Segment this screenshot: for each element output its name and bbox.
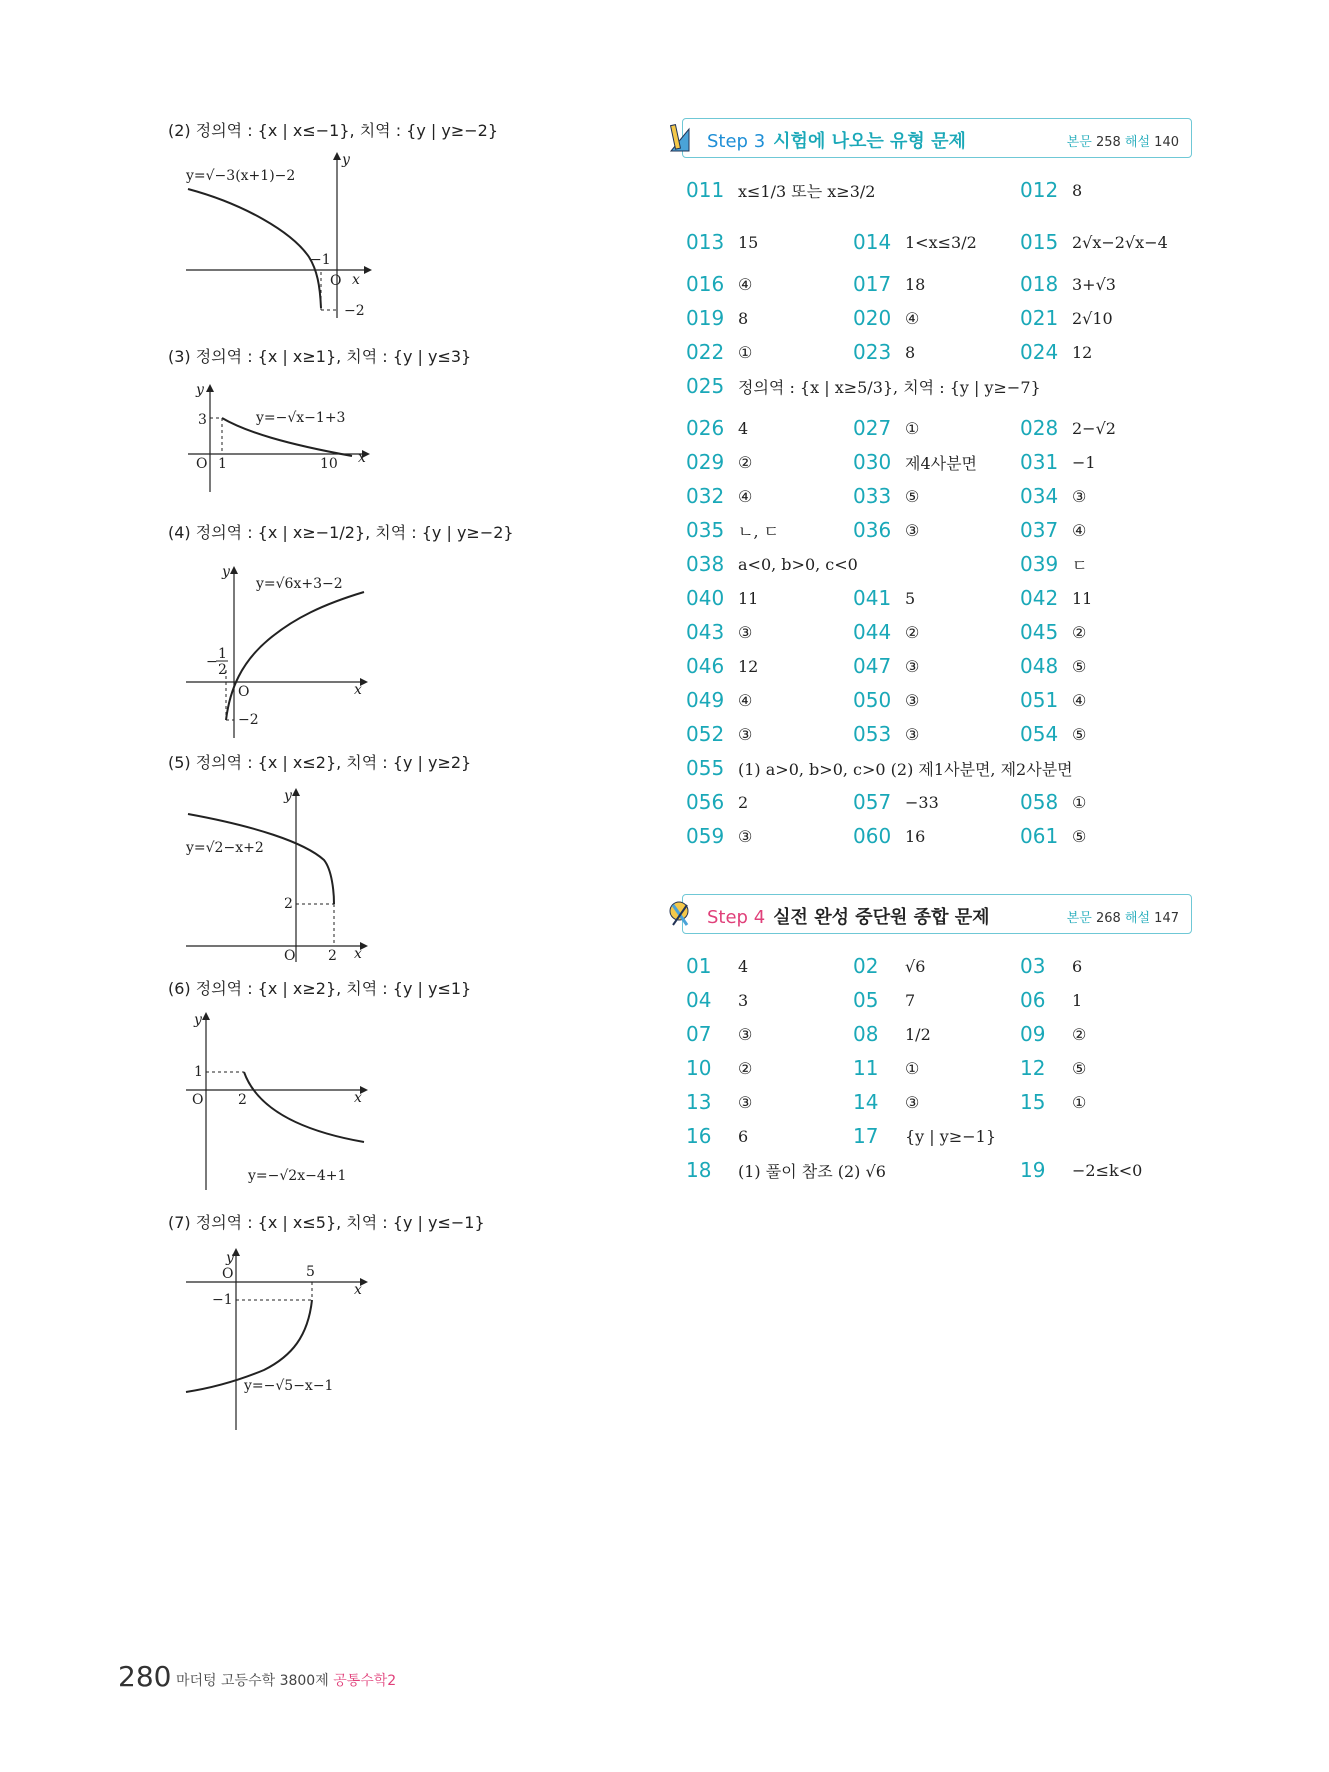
answer-number: 060 bbox=[853, 824, 892, 848]
answer-number: 031 bbox=[1020, 450, 1059, 474]
svg-text:O: O bbox=[238, 684, 250, 700]
answer-number: 15 bbox=[1020, 1090, 1046, 1114]
answer-item bbox=[853, 988, 915, 1012]
answer-number: 053 bbox=[853, 722, 892, 746]
answer-item bbox=[686, 722, 752, 746]
graph-5 bbox=[184, 786, 374, 964]
answer-number: 13 bbox=[686, 1090, 712, 1114]
svg-text:−1: −1 bbox=[310, 252, 331, 268]
answer-value: ⑤ bbox=[1072, 656, 1087, 676]
answer-item bbox=[853, 1090, 919, 1114]
answer-item bbox=[853, 586, 915, 610]
answer-item bbox=[1020, 824, 1086, 848]
answer-item bbox=[853, 620, 919, 644]
answer-item bbox=[1020, 272, 1116, 296]
answer-number: 026 bbox=[686, 416, 725, 440]
answer-number: 028 bbox=[1020, 416, 1059, 440]
answer-item bbox=[686, 1124, 748, 1148]
answer-value: 11 bbox=[738, 588, 759, 608]
answer-number: 051 bbox=[1020, 688, 1059, 712]
answer-number: 02 bbox=[853, 954, 879, 978]
answer-item bbox=[686, 552, 858, 576]
answer-number: 018 bbox=[1020, 272, 1059, 296]
answer-value: (1) 풀이 참조 (2) √6 bbox=[738, 1161, 886, 1181]
answer-item bbox=[686, 988, 748, 1012]
answer-value: 6 bbox=[1072, 956, 1083, 976]
answer-value: 제4사분면 bbox=[905, 453, 978, 473]
svg-text:−2: −2 bbox=[238, 712, 259, 728]
svg-text:x: x bbox=[354, 946, 362, 962]
answer-value: ④ bbox=[1072, 520, 1087, 540]
answer-item bbox=[686, 374, 1041, 398]
answer-item bbox=[853, 790, 939, 814]
answer-value: a<0, b>0, c<0 bbox=[738, 554, 858, 574]
answer-item bbox=[686, 1090, 752, 1114]
answer-number: 055 bbox=[686, 756, 725, 780]
answer-number: 19 bbox=[1020, 1158, 1046, 1182]
answer-item bbox=[1020, 484, 1086, 508]
answer-item bbox=[686, 654, 758, 678]
answer-item bbox=[853, 688, 919, 712]
answer-value: ㄴ, ㄷ bbox=[738, 521, 780, 541]
answer-item bbox=[1020, 552, 1087, 576]
answer-item bbox=[1020, 416, 1116, 440]
answer-value: ③ bbox=[905, 656, 920, 676]
graph-2 bbox=[184, 150, 374, 322]
step3-ref: 본문 258 해설 140 bbox=[1066, 135, 1179, 150]
answer-number: 046 bbox=[686, 654, 725, 678]
answer-item bbox=[1020, 954, 1082, 978]
svg-text:2: 2 bbox=[284, 896, 293, 912]
answer-value: 2√10 bbox=[1072, 308, 1113, 328]
answer-number: 041 bbox=[853, 586, 892, 610]
answer-number: 052 bbox=[686, 722, 725, 746]
answer-value: 8 bbox=[905, 342, 916, 362]
answer-item bbox=[853, 230, 977, 254]
answer-number: 058 bbox=[1020, 790, 1059, 814]
graph-4-label: (4) 정의역 : {x | x≥−1/2}, 치역 : {y | y≥−2} bbox=[168, 523, 514, 542]
answer-item bbox=[686, 230, 758, 254]
answer-number: 056 bbox=[686, 790, 725, 814]
answer-number: 047 bbox=[853, 654, 892, 678]
answer-item bbox=[686, 756, 1073, 780]
answer-number: 032 bbox=[686, 484, 725, 508]
answer-item bbox=[686, 954, 748, 978]
answer-value: 5 bbox=[905, 588, 916, 608]
graph-2-label: (2) 정의역 : {x | x≤−1}, 치역 : {y | y≥−2} bbox=[168, 121, 499, 140]
answer-number: 025 bbox=[686, 374, 725, 398]
answer-number: 034 bbox=[1020, 484, 1059, 508]
answer-value: ④ bbox=[905, 308, 920, 328]
answer-value: −33 bbox=[905, 792, 939, 812]
answer-number: 08 bbox=[853, 1022, 879, 1046]
svg-text:y: y bbox=[226, 1250, 234, 1266]
answer-number: 038 bbox=[686, 552, 725, 576]
answer-item bbox=[686, 790, 748, 814]
answer-number: 033 bbox=[853, 484, 892, 508]
graph-7-equation: y=−√5−x−1 bbox=[244, 1378, 334, 1394]
answer-value: ① bbox=[905, 418, 920, 438]
answer-number: 012 bbox=[1020, 178, 1059, 202]
answer-value: 1<x≤3/2 bbox=[905, 232, 977, 252]
answer-value: 8 bbox=[1072, 180, 1083, 200]
graph-7 bbox=[184, 1246, 374, 1432]
answer-value: ② bbox=[905, 622, 920, 642]
answer-number: 18 bbox=[686, 1158, 712, 1182]
svg-text:y: y bbox=[222, 564, 230, 580]
answer-number: 07 bbox=[686, 1022, 712, 1046]
answer-item bbox=[1020, 654, 1086, 678]
svg-text:x: x bbox=[354, 682, 362, 698]
answer-value: ③ bbox=[738, 724, 753, 744]
answer-number: 022 bbox=[686, 340, 725, 364]
answer-value: ③ bbox=[905, 520, 920, 540]
graph-3-equation: y=−√x−1+3 bbox=[256, 410, 346, 426]
svg-text:2: 2 bbox=[218, 662, 227, 678]
answer-number: 029 bbox=[686, 450, 725, 474]
wrench-icon bbox=[667, 899, 693, 929]
page-number: 280 bbox=[118, 1660, 172, 1693]
answer-item bbox=[1020, 450, 1096, 474]
answer-value: ④ bbox=[738, 274, 753, 294]
answer-item bbox=[1020, 1022, 1086, 1046]
answer-value: ③ bbox=[905, 1092, 920, 1112]
answer-value: 12 bbox=[1072, 342, 1093, 362]
answer-number: 14 bbox=[853, 1090, 879, 1114]
graph-6-label: (6) 정의역 : {x | x≥2}, 치역 : {y | y≤1} bbox=[168, 979, 472, 998]
answer-item bbox=[686, 824, 752, 848]
answer-number: 023 bbox=[853, 340, 892, 364]
answer-value: ① bbox=[1072, 792, 1087, 812]
graph-4 bbox=[184, 562, 374, 740]
answer-item bbox=[686, 416, 748, 440]
answer-value: ① bbox=[1072, 1092, 1087, 1112]
answer-value: 2√x−2√x−4 bbox=[1072, 232, 1168, 252]
answer-number: 01 bbox=[686, 954, 712, 978]
answer-item bbox=[686, 1022, 752, 1046]
svg-text:y: y bbox=[342, 152, 350, 168]
answer-item bbox=[686, 484, 752, 508]
step4-title: Step 4 실전 완성 중단원 종합 문제 bbox=[707, 907, 990, 928]
answer-number: 045 bbox=[1020, 620, 1059, 644]
answer-item bbox=[1020, 688, 1086, 712]
answer-value: ⑤ bbox=[905, 486, 920, 506]
answer-value: {y | y≥−1} bbox=[905, 1126, 996, 1146]
graph-2-equation: y=√−3(x+1)−2 bbox=[186, 168, 296, 184]
answer-item bbox=[853, 518, 919, 542]
answer-value: x≤1/3 또는 x≥3/2 bbox=[738, 181, 876, 201]
svg-text:−1: −1 bbox=[212, 1292, 233, 1308]
svg-text:O: O bbox=[192, 1092, 204, 1108]
graph-4-equation: y=√6x+3−2 bbox=[256, 576, 343, 592]
svg-text:−: − bbox=[206, 654, 218, 670]
step3-title: Step 3 시험에 나오는 유형 문제 bbox=[707, 131, 966, 152]
svg-text:5: 5 bbox=[306, 1264, 315, 1280]
answer-number: 11 bbox=[853, 1056, 879, 1080]
answer-number: 014 bbox=[853, 230, 892, 254]
answer-item bbox=[1020, 620, 1086, 644]
answer-item bbox=[853, 722, 919, 746]
answer-value: 4 bbox=[738, 418, 749, 438]
graph-3-label: (3) 정의역 : {x | x≥1}, 치역 : {y | y≤3} bbox=[168, 347, 472, 366]
answer-item bbox=[686, 306, 748, 330]
answer-value: 1 bbox=[1072, 990, 1083, 1010]
answer-item bbox=[686, 450, 752, 474]
answer-value: 정의역 : {x | x≥5/3}, 치역 : {y | y≥−7} bbox=[738, 377, 1041, 397]
answer-number: 030 bbox=[853, 450, 892, 474]
answer-item bbox=[1020, 1158, 1142, 1182]
answer-number: 020 bbox=[853, 306, 892, 330]
svg-text:O: O bbox=[196, 456, 208, 472]
answer-number: 16 bbox=[686, 1124, 712, 1148]
svg-text:y: y bbox=[196, 382, 204, 398]
answer-value: −1 bbox=[1072, 452, 1096, 472]
answer-number: 17 bbox=[853, 1124, 879, 1148]
answer-value: 3+√3 bbox=[1072, 274, 1116, 294]
ruler-icon bbox=[667, 123, 693, 153]
graph-5-label: (5) 정의역 : {x | x≤2}, 치역 : {y | y≥2} bbox=[168, 753, 472, 772]
svg-text:x: x bbox=[358, 450, 366, 466]
answer-value: −2≤k<0 bbox=[1072, 1160, 1143, 1180]
answer-item bbox=[686, 340, 752, 364]
answer-number: 044 bbox=[853, 620, 892, 644]
answer-item bbox=[686, 688, 752, 712]
answer-item bbox=[853, 272, 925, 296]
graph-6-equation: y=−√2x−4+1 bbox=[248, 1168, 347, 1184]
answer-value: ② bbox=[738, 452, 753, 472]
answer-number: 024 bbox=[1020, 340, 1059, 364]
answer-value: ② bbox=[1072, 622, 1087, 642]
step4-header bbox=[682, 894, 1192, 934]
answer-number: 054 bbox=[1020, 722, 1059, 746]
svg-text:2: 2 bbox=[238, 1092, 247, 1108]
answer-item bbox=[853, 306, 919, 330]
answer-number: 09 bbox=[1020, 1022, 1046, 1046]
answer-number: 040 bbox=[686, 586, 725, 610]
answer-number: 06 bbox=[1020, 988, 1046, 1012]
graph-7-label: (7) 정의역 : {x | x≤5}, 치역 : {y | y≤−1} bbox=[168, 1213, 485, 1232]
answer-number: 050 bbox=[853, 688, 892, 712]
svg-text:y: y bbox=[194, 1012, 202, 1028]
answer-number: 039 bbox=[1020, 552, 1059, 576]
answer-value: 6 bbox=[738, 1126, 749, 1146]
answer-item bbox=[1020, 988, 1082, 1012]
answer-value: ① bbox=[905, 1058, 920, 1078]
answer-value: ② bbox=[1072, 1024, 1087, 1044]
answer-value: ③ bbox=[738, 826, 753, 846]
answer-item bbox=[686, 1158, 886, 1182]
answer-item bbox=[853, 1124, 996, 1148]
answer-item bbox=[686, 272, 752, 296]
answer-value: 15 bbox=[738, 232, 759, 252]
svg-text:2: 2 bbox=[328, 948, 337, 964]
answer-item bbox=[1020, 518, 1086, 542]
answer-value: 1/2 bbox=[905, 1024, 931, 1044]
answer-item bbox=[1020, 722, 1086, 746]
answer-number: 019 bbox=[686, 306, 725, 330]
svg-text:1: 1 bbox=[194, 1064, 203, 1080]
answer-item bbox=[686, 518, 779, 542]
answer-item bbox=[853, 450, 977, 474]
answer-value: ② bbox=[738, 1058, 753, 1078]
graph-3 bbox=[186, 382, 376, 494]
svg-text:1: 1 bbox=[218, 456, 227, 472]
answer-item bbox=[853, 416, 919, 440]
step4-ref: 본문 268 해설 147 bbox=[1066, 911, 1179, 926]
answer-value: ③ bbox=[738, 622, 753, 642]
answer-item bbox=[1020, 1056, 1086, 1080]
answer-item bbox=[853, 1022, 931, 1046]
answer-item bbox=[853, 824, 925, 848]
answer-item bbox=[686, 178, 875, 202]
answer-number: 061 bbox=[1020, 824, 1059, 848]
answer-value: 16 bbox=[905, 826, 926, 846]
answer-number: 059 bbox=[686, 824, 725, 848]
answer-value: 2 bbox=[738, 792, 749, 812]
answer-value: ⑤ bbox=[1072, 1058, 1087, 1078]
answer-number: 057 bbox=[853, 790, 892, 814]
answer-value: ③ bbox=[905, 724, 920, 744]
footer-book-title: 마더텅 고등수학 3800제 공통수학2 bbox=[176, 1673, 397, 1689]
answer-item bbox=[1020, 178, 1082, 202]
answer-value: ④ bbox=[1072, 690, 1087, 710]
answer-value: ㄷ bbox=[1072, 555, 1088, 575]
answer-number: 037 bbox=[1020, 518, 1059, 542]
answer-value: ⑤ bbox=[1072, 724, 1087, 744]
svg-text:x: x bbox=[354, 1090, 362, 1106]
answer-value: ③ bbox=[738, 1024, 753, 1044]
answer-value: 18 bbox=[905, 274, 926, 294]
graph-6 bbox=[184, 1010, 374, 1192]
answer-number: 05 bbox=[853, 988, 879, 1012]
svg-text:O: O bbox=[330, 273, 342, 289]
answer-value: ④ bbox=[738, 690, 753, 710]
answer-item bbox=[1020, 1090, 1086, 1114]
svg-text:x: x bbox=[354, 1282, 362, 1298]
answer-item bbox=[1020, 230, 1168, 254]
answer-number: 049 bbox=[686, 688, 725, 712]
answer-value: ④ bbox=[738, 486, 753, 506]
answer-number: 017 bbox=[853, 272, 892, 296]
answer-number: 10 bbox=[686, 1056, 712, 1080]
answer-number: 021 bbox=[1020, 306, 1059, 330]
answer-value: 2−√2 bbox=[1072, 418, 1116, 438]
answer-number: 04 bbox=[686, 988, 712, 1012]
answer-item bbox=[1020, 306, 1113, 330]
answer-item bbox=[686, 1056, 752, 1080]
answer-item bbox=[853, 1056, 919, 1080]
answer-number: 027 bbox=[853, 416, 892, 440]
answer-item bbox=[853, 654, 919, 678]
answer-value: 8 bbox=[738, 308, 749, 328]
answer-value: ③ bbox=[738, 1092, 753, 1112]
answer-number: 042 bbox=[1020, 586, 1059, 610]
answer-item bbox=[853, 340, 915, 364]
answer-number: 035 bbox=[686, 518, 725, 542]
answer-item bbox=[686, 586, 758, 610]
svg-text:10: 10 bbox=[320, 456, 338, 472]
answer-item bbox=[853, 954, 925, 978]
answer-value: 4 bbox=[738, 956, 749, 976]
svg-text:1: 1 bbox=[218, 646, 227, 662]
answer-value: 11 bbox=[1072, 588, 1093, 608]
step3-header bbox=[682, 118, 1192, 158]
answer-item bbox=[853, 484, 919, 508]
answer-number: 043 bbox=[686, 620, 725, 644]
answer-value: 3 bbox=[738, 990, 749, 1010]
answer-item bbox=[1020, 790, 1086, 814]
answer-value: √6 bbox=[905, 956, 926, 976]
answer-number: 016 bbox=[686, 272, 725, 296]
answer-number: 015 bbox=[1020, 230, 1059, 254]
graph-5-equation: y=√2−x+2 bbox=[186, 840, 264, 856]
answer-number: 036 bbox=[853, 518, 892, 542]
answer-item bbox=[686, 620, 752, 644]
answer-value: 7 bbox=[905, 990, 916, 1010]
svg-text:−2: −2 bbox=[344, 303, 365, 319]
answer-value: 12 bbox=[738, 656, 759, 676]
answer-number: 03 bbox=[1020, 954, 1046, 978]
answer-value: ③ bbox=[1072, 486, 1087, 506]
svg-text:O: O bbox=[284, 948, 296, 964]
answer-value: ⑤ bbox=[1072, 826, 1087, 846]
svg-text:3: 3 bbox=[198, 412, 207, 428]
svg-text:O: O bbox=[222, 1266, 234, 1282]
answer-item bbox=[1020, 586, 1092, 610]
answer-value: ③ bbox=[905, 690, 920, 710]
svg-text:x: x bbox=[352, 272, 360, 288]
svg-text:y: y bbox=[284, 788, 292, 804]
answer-value: ① bbox=[738, 342, 753, 362]
answer-number: 011 bbox=[686, 178, 725, 202]
answer-item bbox=[1020, 340, 1092, 364]
answer-value: (1) a>0, b>0, c>0 (2) 제1사분면, 제2사분면 bbox=[738, 759, 1073, 779]
answer-number: 048 bbox=[1020, 654, 1059, 678]
answer-number: 013 bbox=[686, 230, 725, 254]
answer-number: 12 bbox=[1020, 1056, 1046, 1080]
